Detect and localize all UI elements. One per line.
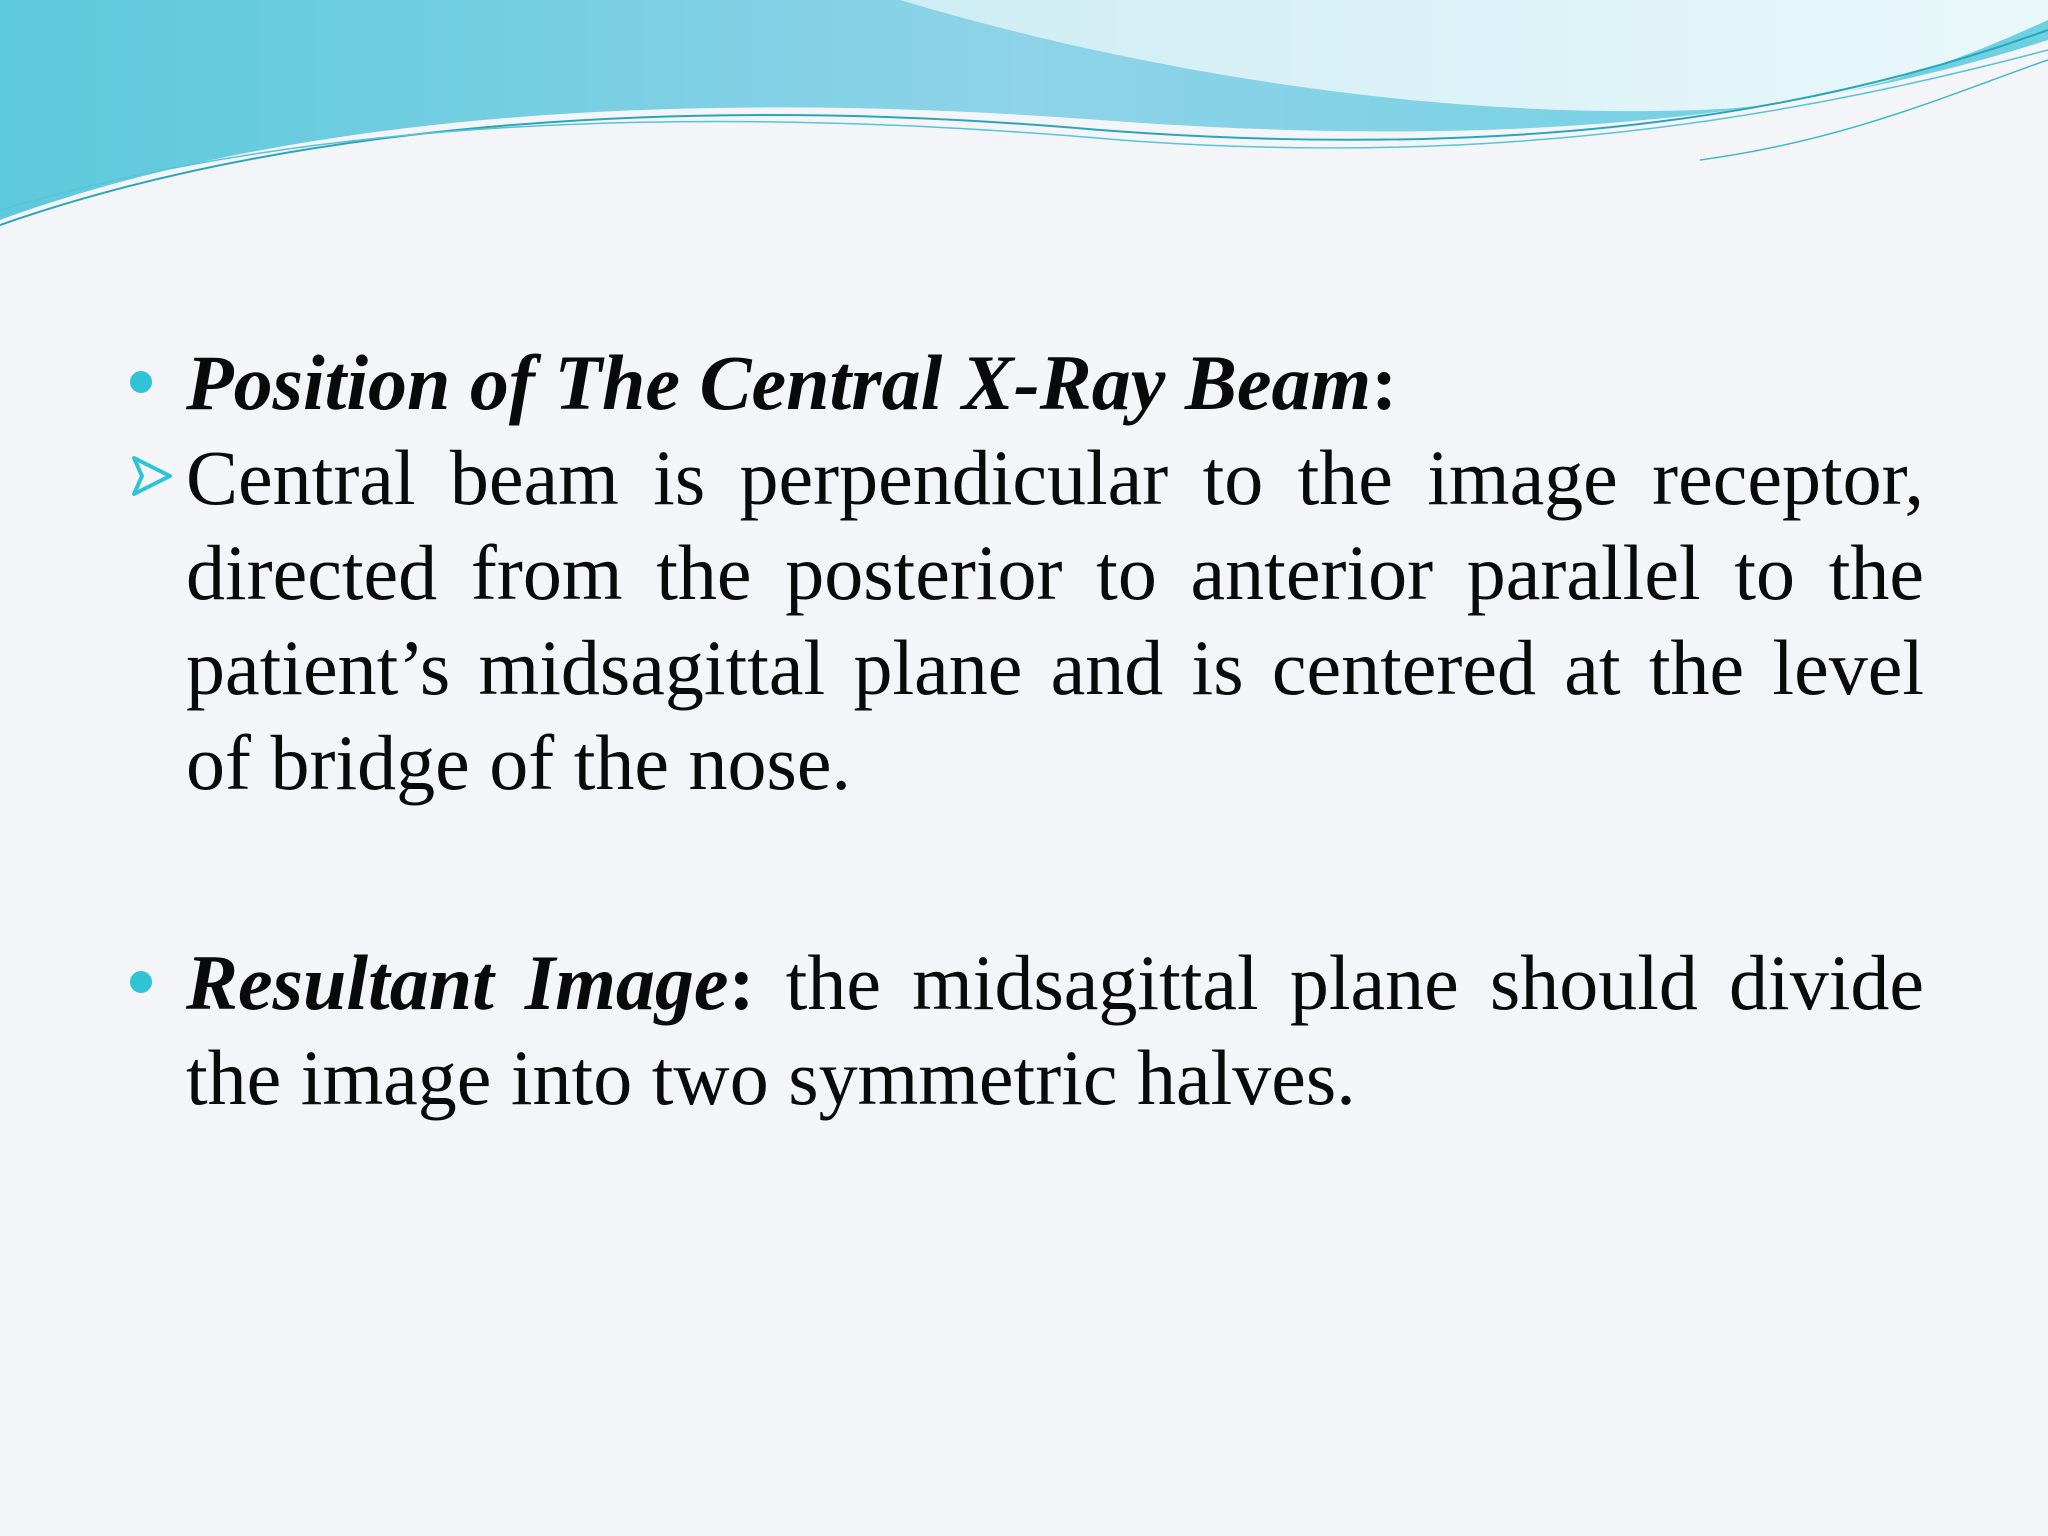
item-colon: : — [728, 939, 755, 1026]
slide-content — [128, 335, 1924, 1125]
arrow-bullet-icon — [128, 452, 176, 500]
item-label: Resultant Image — [186, 939, 729, 1026]
round-bullet-icon — [130, 971, 152, 993]
item-text: the midsagittal plane should divide the image into two symmetric halves. — [186, 939, 1925, 1121]
item-text: Central beam is perpendicular to the image receptor, directed from the posterior to anterior parallel to the patient’s midsagittal plane and is centered at the level of bridge of the nose. — [186, 434, 1924, 806]
arrow-item-central-beam — [128, 430, 1924, 810]
bullet-item-position — [128, 335, 1924, 430]
bullet-item-resultant-image — [128, 935, 1924, 1125]
header-wave-decoration — [0, 0, 2048, 260]
item-colon: : — [1371, 339, 1398, 426]
item-label: Position of The Central X-Ray Beam — [186, 339, 1372, 426]
round-bullet-icon — [130, 371, 152, 393]
